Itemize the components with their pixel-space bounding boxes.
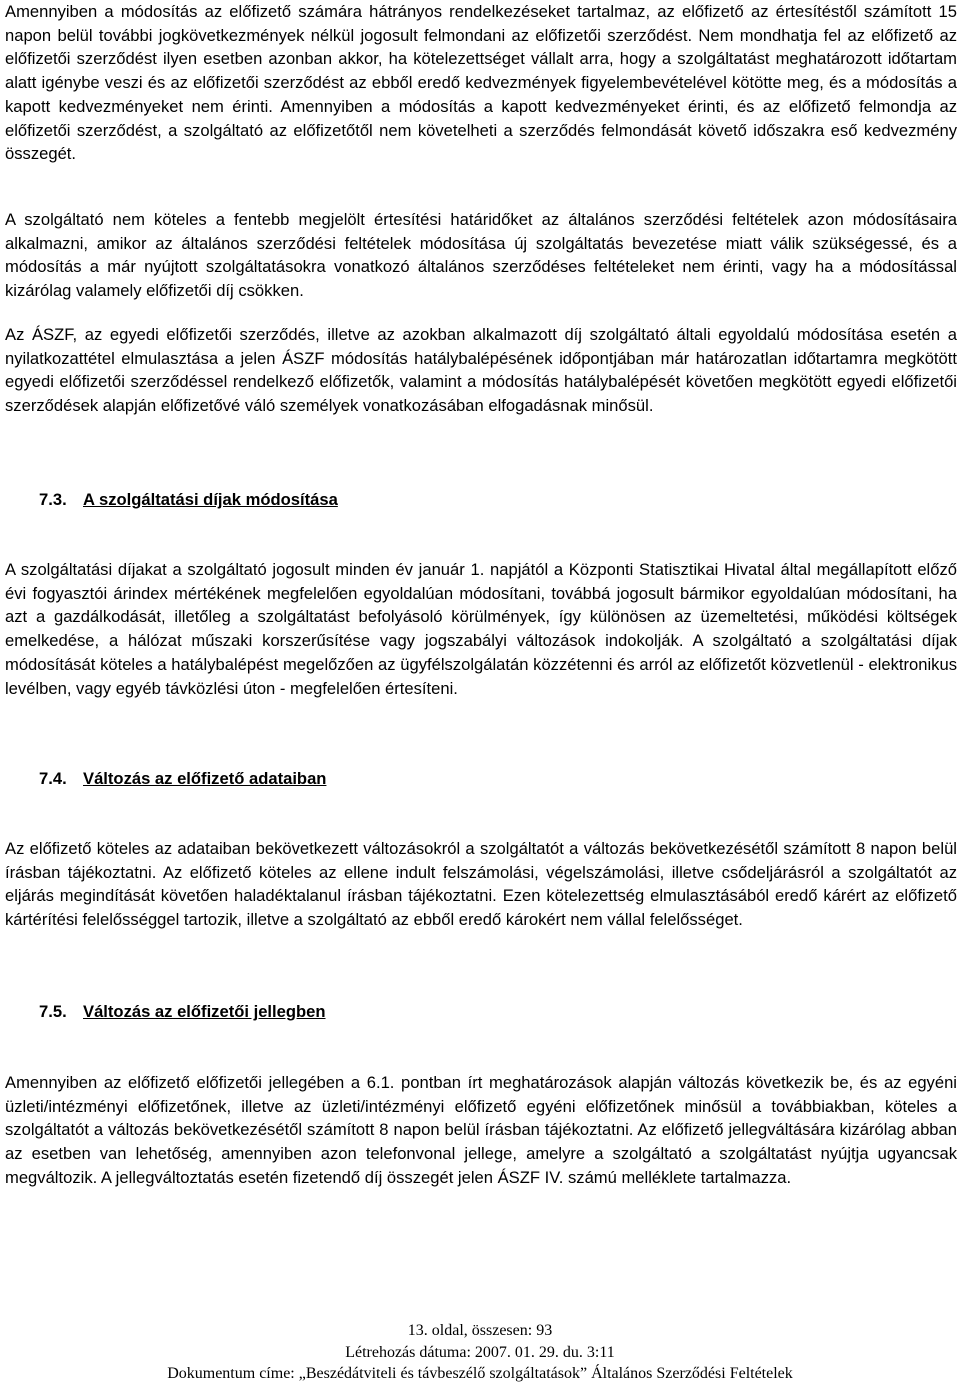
creation-date: Létrehozás dátuma: 2007. 01. 29. du. 3:11	[345, 1343, 615, 1361]
paragraph-subscriber-data-change: Az előfizető köteles az adataiban bekövetkezett változásokról a szolgáltatót a változás bekövetkezésétől számított 8 napon belül írásban tájékoztatni. Az előfizető köteles az ellene indult felszámolási, végelszámolási, illetve csődeljárásról a szolgáltatót az eljárás megindítását követően haladéktalanul írásban tájékoztatni. Ezen kötelezettség elmulasztásából eredő kárért az előfizető kártérítési felelősséggel tartozik, illetve a szolgáltató az ebből eredő károkért nem vállal felelősséget.	[5, 839, 957, 930]
section-heading-7-5	[5, 1000, 957, 1024]
document-title: Dokumentum címe: „Beszédátviteli és távbeszélő szolgáltatások” Általános Szerződési Feltételek	[167, 1365, 793, 1382]
section-title: Változás az előfizető adataiban	[83, 769, 327, 788]
section-heading-7-3	[5, 488, 957, 512]
paragraph-acceptance-by-silence: Az ÁSZF, az egyedi előfizetői szerződés, illetve az azokban alkalmazott díj szolgáltató általi egyoldalú módosítása esetén a nyilatkozattétel elmulasztása a jelen ÁSZF módosítás hatálybalépésének időpontjában már határozatlan időtartamra megkötött egyedi előfizetői szerződéssel rendelkező előfizetők, valamint a módosítás hatálybalépését követően megkötött egyedi előfizetői szerződések alapján előfizetővé váló személyek vonatkozásában elfogadásnak minősül.	[5, 325, 957, 416]
page-footer	[0, 1320, 960, 1385]
section-number: 7.5.	[39, 1002, 67, 1021]
section-title: A szolgáltatási díjak módosítása	[83, 490, 338, 509]
section-heading-7-4	[5, 767, 957, 791]
section-number: 7.4.	[39, 769, 67, 788]
page-number: 13. oldal, összesen: 93	[407, 1322, 553, 1339]
paragraph-notification-exceptions: A szolgáltató nem köteles a fentebb megjelölt értesítési határidőket az általános szerződési feltételek azon módosításaira alkalmazni, amikor az általános szerződési feltételek módosítása új szolgáltatás bevezetése miatt válik szükségessé, és a módosítás a már nyújtott szolgáltatásokra vonatkozó általános szerződéses feltételeket nem érinti, vagy ha a módosítással kizárólag valamely előfizetői díj csökken.	[5, 210, 957, 301]
paragraph-fee-modification: A szolgáltatási díjakat a szolgáltató jogosult minden év január 1. napjától a Központi Statisztikai Hivatal által megállapított előző évi fogyasztói árindex mértékének megfelelően egyoldalúan módosítani, továbbá jogosult bármikor egyoldalúan módosítani, ha azt a gazdálkodását, illetőleg a szolgáltatást befolyásoló körülmények, így különösen az üzemeltetési, működési költségek emelkedése, a hálózat műszaki korszerűsítése vagy jogszabályi változások indokolják. A szolgáltató a szolgáltatási díjak módosítását köteles a hatálybalépést megelőzően az ügyfélszolgálatán közzétenni és arról az előfizetőt közvetlenül - elektronikus levélben, vagy egyéb távközlési úton - megfelelően értesíteni.	[5, 560, 957, 698]
paragraph-subscriber-type-change: Amennyiben az előfizető előfizetői jellegében a 6.1. pontban írt meghatározások alapján változás következik be, és az egyéni üzleti/intézményi előfizetőnek, illetve az üzleti/intézményi előfizető egyéni előfizetőnek minősül a továbbiakban, köteles a szolgáltatót a változás bekövetkezésétől számított 8 napon belül írásban tájékoztatni. Az előfizető jellegváltására kizárólag abban az esetben van lehetőség, amennyiben azon telefonvonal jellege, amelyre a szolgáltató a szolgáltatást nyújtja ugyancsak megváltozik. A jellegváltoztatás esetén fizetendő díj összegét jelen ÁSZF IV. számú melléklete tartalmazza.	[5, 1073, 957, 1187]
section-title: Változás az előfizetői jellegben	[83, 1002, 326, 1021]
paragraph-termination-rights: Amennyiben a módosítás az előfizető számára hátrányos rendelkezéseket tartalmaz, az előfizető az értesítéstől számított 15 napon belül további jogkövetkezmények nélkül jogosult felmondani az előfizetői szerződést. Nem mondhatja fel az előfizető az előfizetői szerződést ilyen esetben azonban akkor, ha kötelezettséget vállalt arra, hogy a szolgáltatást meghatározott időtartam alatt igénybe veszi és az előfizetői szerződést az ebből eredő kedvezmények figyelembevételével kötötte meg, és a módosítás a kapott kedvezményeket nem érinti. Amennyiben a módosítás a kapott kedvezményeket érinti, és az előfizető felmondja az előfizetői szerződést, a szolgáltató az előfizetőtől nem követelheti a szerződés felmondását követő időszakra eső kedvezmény összegét.	[5, 2, 957, 164]
section-number: 7.3.	[39, 490, 67, 509]
